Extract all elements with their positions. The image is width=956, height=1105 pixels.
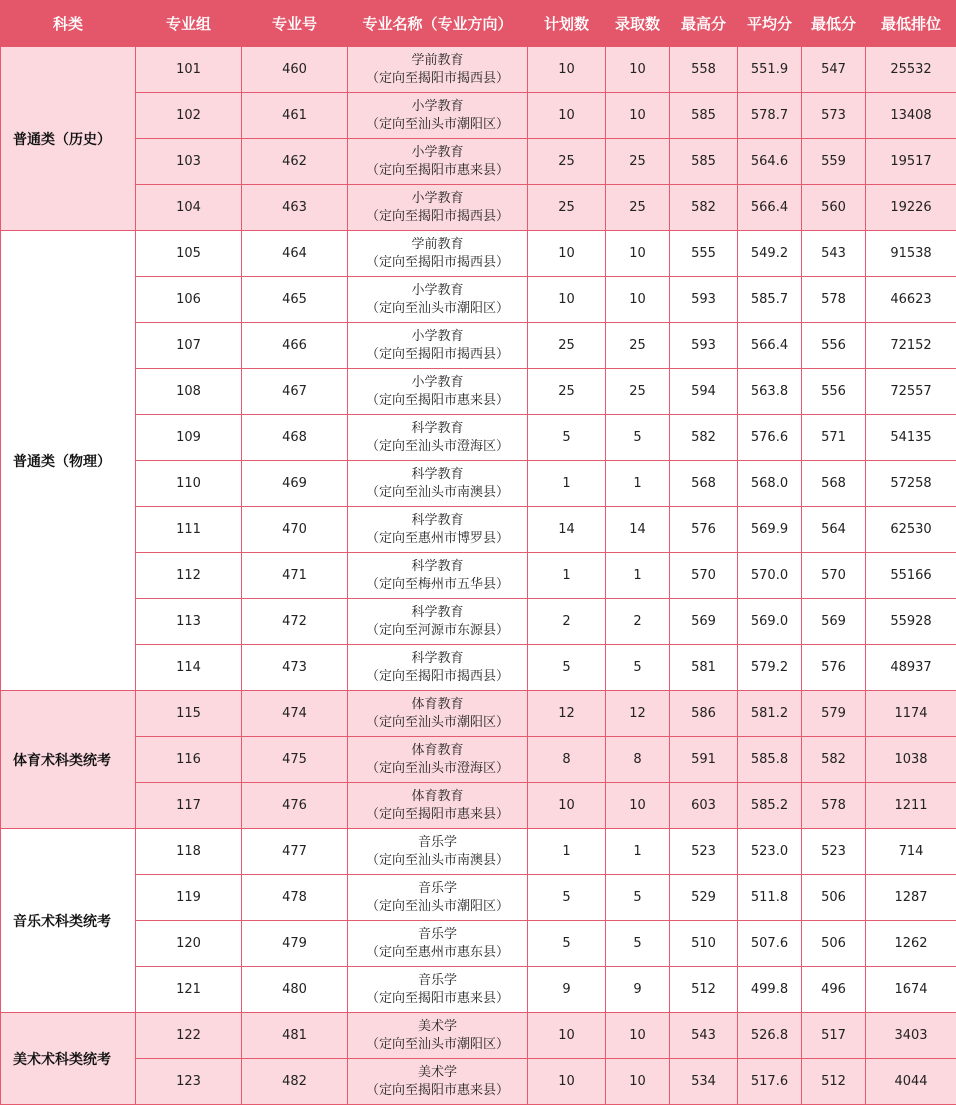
cell-group: 116 (136, 737, 242, 783)
cell-avg-score: 517.6 (738, 1059, 802, 1105)
cell-avg-score: 570.0 (738, 553, 802, 599)
cell-min-rank: 714 (866, 829, 956, 875)
cell-plan: 5 (528, 645, 606, 691)
cell-group: 101 (136, 47, 242, 93)
cell-major-name (348, 875, 528, 921)
cell-group: 122 (136, 1013, 242, 1059)
major-direction: （定向至揭阳市揭西县） (365, 70, 509, 86)
cell-code: 460 (242, 47, 348, 93)
cell-group: 108 (136, 369, 242, 415)
major-direction: （定向至汕头市潮阳区） (365, 898, 509, 914)
major-name: 小学教育 (411, 98, 464, 114)
major-direction: （定向至汕头市潮阳区） (365, 300, 509, 316)
major-direction: （定向至揭阳市揭西县） (365, 668, 509, 684)
cell-admitted: 10 (606, 277, 670, 323)
cell-group: 120 (136, 921, 242, 967)
cell-min-rank: 91538 (866, 231, 956, 277)
cell-min-rank: 19226 (866, 185, 956, 231)
cell-min-rank: 19517 (866, 139, 956, 185)
cell-min-rank: 54135 (866, 415, 956, 461)
cell-major-name (348, 645, 528, 691)
major-name: 科学教育 (411, 420, 464, 436)
table-row (1, 507, 956, 553)
cell-avg-score: 578.7 (738, 93, 802, 139)
major-direction: （定向至汕头市潮阳区） (365, 1036, 509, 1052)
cell-code: 475 (242, 737, 348, 783)
header-category: 科类 (1, 1, 136, 47)
cell-min-score: 523 (802, 829, 866, 875)
cell-code: 478 (242, 875, 348, 921)
cell-plan: 5 (528, 921, 606, 967)
cell-avg-score: 585.7 (738, 277, 802, 323)
cell-category: 美术术科类统考 (1, 1013, 136, 1105)
header-avg-score: 平均分 (738, 1, 802, 47)
cell-major-name (348, 461, 528, 507)
table-row (1, 829, 956, 875)
major-direction: （定向至汕头市南澳县） (365, 852, 509, 868)
major-direction: （定向至揭阳市揭西县） (365, 346, 509, 362)
cell-admitted: 2 (606, 599, 670, 645)
cell-max-score: 576 (670, 507, 738, 553)
cell-group: 115 (136, 691, 242, 737)
cell-min-score: 576 (802, 645, 866, 691)
major-direction: （定向至揭阳市惠来县） (365, 1082, 509, 1098)
cell-avg-score: 579.2 (738, 645, 802, 691)
cell-plan: 5 (528, 875, 606, 921)
major-direction: （定向至汕头市南澳县） (365, 484, 509, 500)
cell-admitted: 12 (606, 691, 670, 737)
major-direction: （定向至揭阳市惠来县） (365, 806, 509, 822)
cell-plan: 1 (528, 829, 606, 875)
cell-group: 102 (136, 93, 242, 139)
cell-max-score: 582 (670, 185, 738, 231)
cell-plan: 25 (528, 139, 606, 185)
cell-code: 463 (242, 185, 348, 231)
cell-avg-score: 511.8 (738, 875, 802, 921)
cell-min-rank: 72557 (866, 369, 956, 415)
cell-max-score: 568 (670, 461, 738, 507)
cell-avg-score: 569.0 (738, 599, 802, 645)
cell-min-rank: 1674 (866, 967, 956, 1013)
cell-min-rank: 1211 (866, 783, 956, 829)
major-name: 小学教育 (411, 374, 464, 390)
cell-min-score: 496 (802, 967, 866, 1013)
table-row (1, 921, 956, 967)
header-min-score: 最低分 (802, 1, 866, 47)
cell-group: 118 (136, 829, 242, 875)
cell-min-rank: 72152 (866, 323, 956, 369)
cell-max-score: 512 (670, 967, 738, 1013)
cell-admitted: 25 (606, 185, 670, 231)
cell-avg-score: 499.8 (738, 967, 802, 1013)
cell-max-score: 529 (670, 875, 738, 921)
cell-admitted: 1 (606, 553, 670, 599)
cell-avg-score: 568.0 (738, 461, 802, 507)
table-row (1, 277, 956, 323)
major-name: 小学教育 (411, 282, 464, 298)
cell-code: 471 (242, 553, 348, 599)
cell-max-score: 510 (670, 921, 738, 967)
cell-min-score: 512 (802, 1059, 866, 1105)
cell-code: 479 (242, 921, 348, 967)
major-name: 音乐学 (417, 880, 457, 896)
cell-code: 469 (242, 461, 348, 507)
table-row (1, 553, 956, 599)
cell-min-score: 582 (802, 737, 866, 783)
cell-admitted: 10 (606, 783, 670, 829)
major-direction: （定向至揭阳市惠来县） (365, 990, 509, 1006)
cell-major-name (348, 967, 528, 1013)
cell-max-score: 594 (670, 369, 738, 415)
cell-max-score: 534 (670, 1059, 738, 1105)
cell-min-score: 543 (802, 231, 866, 277)
cell-group: 103 (136, 139, 242, 185)
cell-group: 107 (136, 323, 242, 369)
table-row (1, 783, 956, 829)
table-row (1, 645, 956, 691)
cell-major-name (348, 1013, 528, 1059)
cell-min-score: 556 (802, 323, 866, 369)
cell-admitted: 10 (606, 1013, 670, 1059)
table-row (1, 139, 956, 185)
cell-min-score: 556 (802, 369, 866, 415)
cell-min-score: 547 (802, 47, 866, 93)
cell-plan: 9 (528, 967, 606, 1013)
table-body (1, 47, 956, 1105)
cell-plan: 10 (528, 93, 606, 139)
cell-min-rank: 3403 (866, 1013, 956, 1059)
cell-group: 109 (136, 415, 242, 461)
cell-admitted: 8 (606, 737, 670, 783)
cell-group: 111 (136, 507, 242, 553)
cell-plan: 1 (528, 553, 606, 599)
cell-plan: 10 (528, 47, 606, 93)
cell-min-score: 578 (802, 783, 866, 829)
table-row (1, 415, 956, 461)
cell-avg-score: 566.4 (738, 185, 802, 231)
major-name: 学前教育 (411, 236, 464, 252)
cell-max-score: 593 (670, 323, 738, 369)
major-name: 科学教育 (411, 466, 464, 482)
cell-plan: 10 (528, 1059, 606, 1105)
cell-plan: 14 (528, 507, 606, 553)
cell-max-score: 593 (670, 277, 738, 323)
cell-code: 467 (242, 369, 348, 415)
major-direction: （定向至揭阳市揭西县） (365, 208, 509, 224)
cell-min-rank: 55166 (866, 553, 956, 599)
cell-code: 468 (242, 415, 348, 461)
cell-max-score: 603 (670, 783, 738, 829)
cell-avg-score: 563.8 (738, 369, 802, 415)
major-name: 音乐学 (417, 972, 457, 988)
cell-max-score: 570 (670, 553, 738, 599)
cell-category: 普通类（物理） (1, 231, 136, 691)
cell-code: 482 (242, 1059, 348, 1105)
cell-min-score: 568 (802, 461, 866, 507)
cell-code: 476 (242, 783, 348, 829)
cell-category: 音乐术科类统考 (1, 829, 136, 1013)
cell-max-score: 582 (670, 415, 738, 461)
cell-max-score: 585 (670, 139, 738, 185)
cell-admitted: 5 (606, 875, 670, 921)
table-row (1, 737, 956, 783)
cell-major-name (348, 277, 528, 323)
cell-plan: 10 (528, 783, 606, 829)
major-direction: （定向至汕头市澄海区） (365, 760, 509, 776)
cell-admitted: 10 (606, 93, 670, 139)
cell-admitted: 5 (606, 645, 670, 691)
cell-min-rank: 13408 (866, 93, 956, 139)
cell-min-score: 571 (802, 415, 866, 461)
cell-plan: 2 (528, 599, 606, 645)
table-row (1, 185, 956, 231)
cell-code: 472 (242, 599, 348, 645)
cell-plan: 8 (528, 737, 606, 783)
cell-group: 113 (136, 599, 242, 645)
cell-min-score: 578 (802, 277, 866, 323)
cell-plan: 25 (528, 369, 606, 415)
cell-max-score: 555 (670, 231, 738, 277)
cell-avg-score: 551.9 (738, 47, 802, 93)
cell-avg-score: 581.2 (738, 691, 802, 737)
table-row (1, 1059, 956, 1105)
table-row (1, 599, 956, 645)
major-name: 科学教育 (411, 650, 464, 666)
cell-min-rank: 55928 (866, 599, 956, 645)
cell-major-name (348, 47, 528, 93)
cell-max-score: 569 (670, 599, 738, 645)
cell-major-name (348, 691, 528, 737)
cell-major-name (348, 507, 528, 553)
cell-min-rank: 1038 (866, 737, 956, 783)
cell-min-score: 559 (802, 139, 866, 185)
cell-avg-score: 526.8 (738, 1013, 802, 1059)
cell-plan: 25 (528, 185, 606, 231)
cell-major-name (348, 231, 528, 277)
major-name: 学前教育 (411, 52, 464, 68)
cell-avg-score: 549.2 (738, 231, 802, 277)
major-direction: （定向至揭阳市揭西县） (365, 254, 509, 270)
cell-code: 477 (242, 829, 348, 875)
cell-admitted: 25 (606, 323, 670, 369)
cell-code: 473 (242, 645, 348, 691)
cell-admitted: 9 (606, 967, 670, 1013)
major-name: 科学教育 (411, 558, 464, 574)
cell-max-score: 585 (670, 93, 738, 139)
cell-code: 462 (242, 139, 348, 185)
header-row (1, 1, 956, 47)
header-max-score: 最高分 (670, 1, 738, 47)
cell-plan: 10 (528, 231, 606, 277)
major-direction: （定向至汕头市潮阳区） (365, 116, 509, 132)
cell-group: 114 (136, 645, 242, 691)
cell-code: 474 (242, 691, 348, 737)
cell-major-name (348, 783, 528, 829)
cell-code: 461 (242, 93, 348, 139)
major-direction: （定向至揭阳市惠来县） (365, 392, 509, 408)
cell-major-name (348, 369, 528, 415)
cell-group: 104 (136, 185, 242, 231)
cell-major-name (348, 139, 528, 185)
major-name: 体育教育 (411, 742, 464, 758)
cell-admitted: 14 (606, 507, 670, 553)
cell-group: 117 (136, 783, 242, 829)
major-name: 小学教育 (411, 144, 464, 160)
cell-avg-score: 569.9 (738, 507, 802, 553)
cell-plan: 5 (528, 415, 606, 461)
header-group: 专业组 (136, 1, 242, 47)
cell-admitted: 10 (606, 47, 670, 93)
cell-min-rank: 62530 (866, 507, 956, 553)
cell-major-name (348, 921, 528, 967)
cell-code: 466 (242, 323, 348, 369)
cell-avg-score: 566.4 (738, 323, 802, 369)
cell-group: 121 (136, 967, 242, 1013)
cell-major-name (348, 185, 528, 231)
cell-major-name (348, 415, 528, 461)
cell-avg-score: 576.6 (738, 415, 802, 461)
cell-group: 112 (136, 553, 242, 599)
cell-min-rank: 46623 (866, 277, 956, 323)
major-name: 体育教育 (411, 788, 464, 804)
cell-min-score: 506 (802, 921, 866, 967)
major-name: 科学教育 (411, 604, 464, 620)
cell-major-name (348, 323, 528, 369)
cell-min-rank: 1174 (866, 691, 956, 737)
header-min-rank: 最低排位 (866, 1, 956, 47)
cell-min-rank: 48937 (866, 645, 956, 691)
cell-avg-score: 585.2 (738, 783, 802, 829)
header-plan: 计划数 (528, 1, 606, 47)
cell-major-name (348, 1059, 528, 1105)
cell-max-score: 543 (670, 1013, 738, 1059)
cell-major-name (348, 553, 528, 599)
major-direction: （定向至汕头市澄海区） (365, 438, 509, 454)
cell-category: 体育术科类统考 (1, 691, 136, 829)
cell-admitted: 25 (606, 139, 670, 185)
cell-major-name (348, 599, 528, 645)
cell-group: 106 (136, 277, 242, 323)
table-row (1, 875, 956, 921)
cell-avg-score: 585.8 (738, 737, 802, 783)
cell-min-rank: 1287 (866, 875, 956, 921)
cell-plan: 12 (528, 691, 606, 737)
major-name: 小学教育 (411, 190, 464, 206)
table-row (1, 231, 956, 277)
cell-group: 110 (136, 461, 242, 507)
cell-min-rank: 1262 (866, 921, 956, 967)
cell-admitted: 25 (606, 369, 670, 415)
cell-min-rank: 57258 (866, 461, 956, 507)
cell-avg-score: 523.0 (738, 829, 802, 875)
table-row (1, 369, 956, 415)
cell-min-score: 569 (802, 599, 866, 645)
cell-major-name (348, 829, 528, 875)
cell-max-score: 591 (670, 737, 738, 783)
cell-group: 105 (136, 231, 242, 277)
cell-admitted: 5 (606, 415, 670, 461)
cell-avg-score: 507.6 (738, 921, 802, 967)
major-direction: （定向至汕头市潮阳区） (365, 714, 509, 730)
cell-plan: 10 (528, 1013, 606, 1059)
cell-min-score: 570 (802, 553, 866, 599)
cell-category: 普通类（历史） (1, 47, 136, 231)
cell-major-name (348, 737, 528, 783)
cell-plan: 25 (528, 323, 606, 369)
cell-code: 481 (242, 1013, 348, 1059)
major-name: 音乐学 (417, 834, 457, 850)
cell-max-score: 581 (670, 645, 738, 691)
table-row (1, 323, 956, 369)
major-name: 小学教育 (411, 328, 464, 344)
cell-admitted: 10 (606, 231, 670, 277)
major-name: 音乐学 (417, 926, 457, 942)
cell-code: 464 (242, 231, 348, 277)
cell-min-score: 573 (802, 93, 866, 139)
cell-code: 465 (242, 277, 348, 323)
table-row (1, 47, 956, 93)
cell-major-name (348, 93, 528, 139)
cell-plan: 1 (528, 461, 606, 507)
cell-avg-score: 564.6 (738, 139, 802, 185)
cell-max-score: 523 (670, 829, 738, 875)
cell-min-score: 579 (802, 691, 866, 737)
cell-admitted: 1 (606, 829, 670, 875)
header-admitted: 录取数 (606, 1, 670, 47)
cell-plan: 10 (528, 277, 606, 323)
major-name: 体育教育 (411, 696, 464, 712)
major-direction: （定向至惠州市惠东县） (365, 944, 509, 960)
cell-max-score: 558 (670, 47, 738, 93)
cell-min-score: 564 (802, 507, 866, 553)
major-direction: （定向至揭阳市惠来县） (365, 162, 509, 178)
major-name: 科学教育 (411, 512, 464, 528)
table-row (1, 691, 956, 737)
table-row (1, 93, 956, 139)
cell-max-score: 586 (670, 691, 738, 737)
major-name: 美术学 (417, 1064, 457, 1080)
cell-code: 470 (242, 507, 348, 553)
table-row (1, 967, 956, 1013)
cell-admitted: 10 (606, 1059, 670, 1105)
cell-min-score: 517 (802, 1013, 866, 1059)
table-row (1, 1013, 956, 1059)
major-name: 美术学 (417, 1018, 457, 1034)
major-direction: （定向至梅州市五华县） (365, 576, 509, 592)
cell-code: 480 (242, 967, 348, 1013)
major-direction: （定向至河源市东源县） (365, 622, 509, 638)
cell-min-score: 560 (802, 185, 866, 231)
cell-min-score: 506 (802, 875, 866, 921)
cell-min-rank: 25532 (866, 47, 956, 93)
table-row (1, 461, 956, 507)
cell-admitted: 1 (606, 461, 670, 507)
cell-admitted: 5 (606, 921, 670, 967)
major-direction: （定向至惠州市博罗县） (365, 530, 509, 546)
cell-group: 119 (136, 875, 242, 921)
cell-group: 123 (136, 1059, 242, 1105)
cell-min-rank: 4044 (866, 1059, 956, 1105)
header-major-name: 专业名称（专业方向） (348, 1, 528, 47)
header-code: 专业号 (242, 1, 348, 47)
